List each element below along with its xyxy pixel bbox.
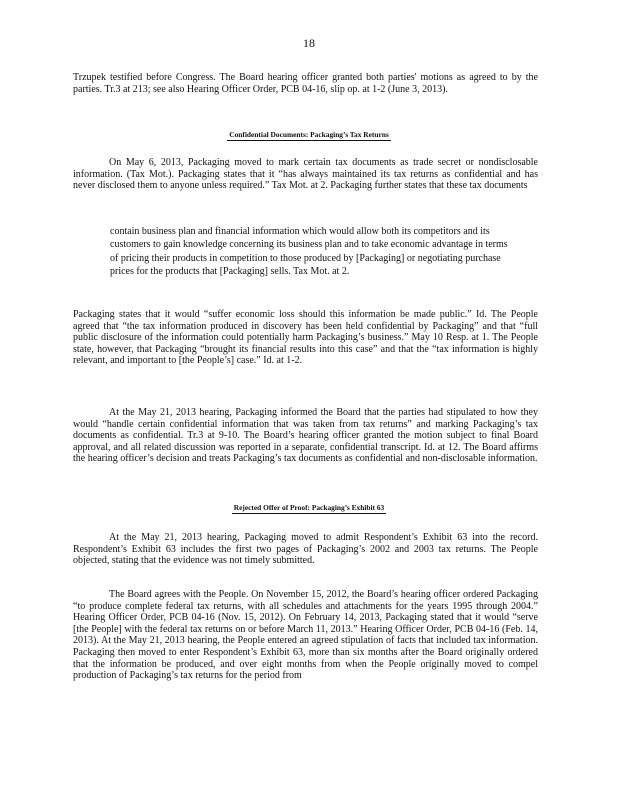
heading-text: Rejected Offer of Proof: Packaging’s Exhibit 63	[233, 503, 385, 512]
paragraph-board-agrees: The Board agrees with the People. On November 15, 2012, the Board’s hearing officer ordered Packaging “to produce complete federal tax returns, with all schedules and attachments for the years 1995 through 2004.” Hearing Officer Order, PCB 04-16 (Nov. 15, 2012). On February 14, 2013, Packaging stated that it would “serve [the People] with the federal tax returns on or before March 11, 2013.” Hearing Officer Order, PCB 04-16 (Feb. 14, 2013). At the May 21, 2013 hearing, the People entered an agreed stipulation of facts that included tax information. Packaging then moved to enter Respondent’s Exhibit 63, more than six months after the Board originally ordered that the information be produced, and over eight months from when the People originally moved to compel production of Packaging’s tax returns for the period from	[73, 589, 538, 682]
paragraph-exhibit-63: At the May 21, 2013 hearing, Packaging moved to admit Respondent’s Exhibit 63 into the record. Respondent’s Exhibit 63 includes the first two pages of Packaging’s 2002 and 2003 tax returns. The People objected, stating that the evidence was not timely submitted.	[73, 532, 538, 567]
page-number: 18	[303, 36, 315, 50]
paragraph-economic-loss: Packaging states that it would “suffer economic loss should this information be made public.” Id. The People agreed that “the tax information produced in discovery has been held confidential by Packaging” and that “full public disclosure of the information could potentially harm Packaging’s business.” May 10 Resp. at 1. The People state, however, that Packaging “brought its financial results into this case” and that the “tax information is highly relevant, and important to [the People’s] case.” Id. at 1-2.	[73, 309, 538, 367]
block-quote: contain business plan and financial information which would allow both its competitors and its customers to gain knowledge concerning its business plan and to take economic advantage in terms of pricing their products in competition to those produced by [Packaging] or negotiating purchase prices for the products that [Packaging] sells. Tax Mot. at 2.	[110, 226, 508, 277]
section-heading-rejected-offer	[0, 503, 618, 513]
paragraph-hearing: At the May 21, 2013 hearing, Packaging informed the Board that the parties had stipulated to how they would “handle certain confidential information that was taken from tax returns” and marking Packaging’s tax documents as confidential. Tr.3 at 9-10. The Board’s hearing officer granted the motion subject to final Board approval, and all related discussion was reported in a separate, confidential transcript. Id. at 12. The Board affirms the hearing officer’s decision and treats Packaging’s tax documents as confidential and non-disclosable information.	[73, 407, 538, 465]
section-heading-confidential	[0, 130, 618, 140]
paragraph-intro: Trzupek testified before Congress. The Board hearing officer granted both parties' motions as agreed to by the parties. Tr.3 at 213; see also Hearing Officer Order, PCB 04-16, slip op. at 1-2 (June 3, 2013).	[73, 72, 538, 95]
paragraph-tax-motion: On May 6, 2013, Packaging moved to mark certain tax documents as trade secret or nondisclosable information. (Tax Mot.). Packaging states that it “has always maintained its tax returns as confidential and has never disclosed them to anyone unless required.” Tax Mot. at 2. Packaging further states that these tax documents	[73, 157, 538, 192]
heading-text: Confidential Documents: Packaging’s Tax Returns	[229, 130, 389, 139]
